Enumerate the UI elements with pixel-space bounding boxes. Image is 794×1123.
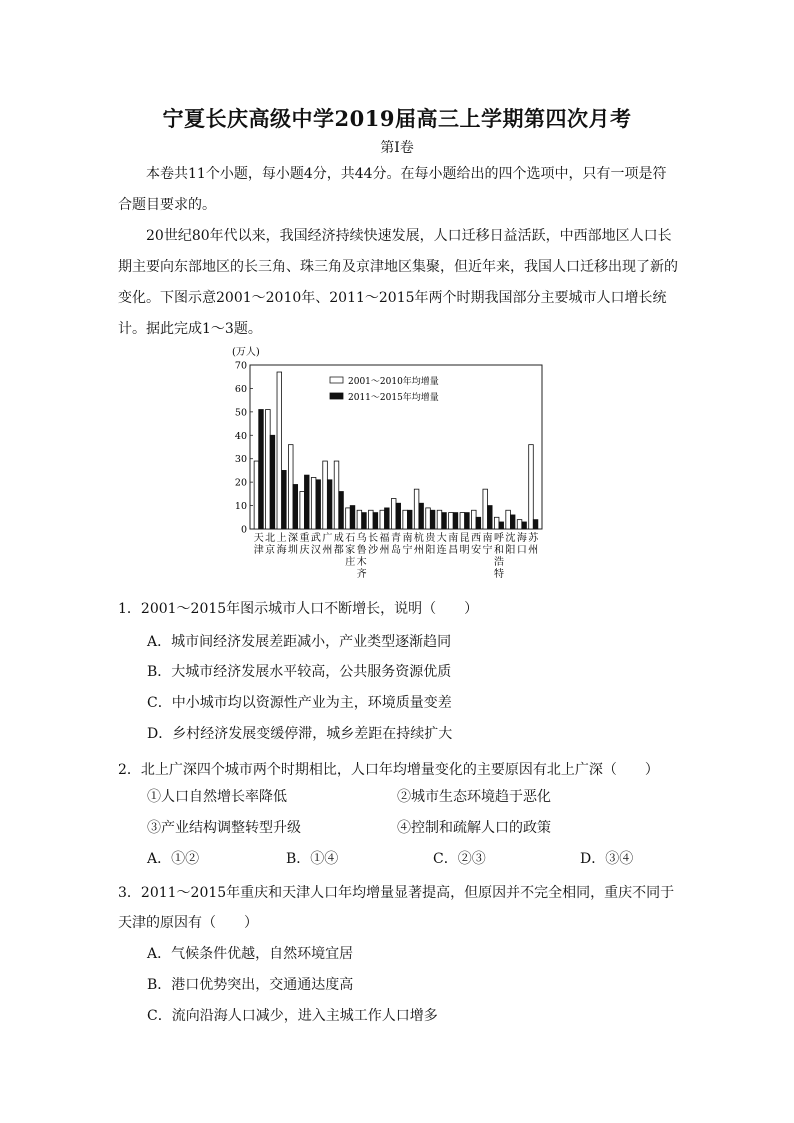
bar-2001-2010 bbox=[517, 520, 522, 529]
bar-2001-2010 bbox=[506, 510, 511, 529]
x-axis-labels bbox=[254, 531, 540, 580]
x-tick-label: 成都 bbox=[333, 533, 344, 556]
x-tick-label: 深圳 bbox=[288, 533, 299, 556]
y-axis-unit-label: (万人) bbox=[232, 347, 260, 358]
bar-2001-2010 bbox=[300, 492, 305, 529]
bar-2011-2015 bbox=[510, 515, 515, 529]
x-tick-label: 乌鲁木齐 bbox=[356, 533, 367, 580]
y-tick-label: 40 bbox=[234, 430, 247, 442]
instructions-paragraph: 本卷共11个小题，每小题4分，共44分。在每小题给出的四个选项中，只有一项是符合题目要求的。 bbox=[118, 166, 667, 213]
x-tick-label: 青岛 bbox=[391, 533, 401, 556]
x-tick-label: 天津 bbox=[253, 533, 264, 556]
q1-option-a: A．城市间经济发展差距减小，产业类型逐渐趋同 bbox=[147, 634, 452, 650]
bar-2001-2010 bbox=[494, 517, 499, 529]
passage-paragraph: 20世纪80年代以来，我国经济持续快速发展，人口迁移日益活跃，中西部地区人口长期主要向东部地区的长三角、珠三角及京津地区集聚，但近年来，我国人口迁移出现了新的变化。下图示意2001～2010年、2011～2015年两个时期我国部分主要城市人口增长统计。据此完成1～3题。 bbox=[118, 228, 678, 337]
q2-statement-3: ③产业结构调整转型升级 bbox=[147, 820, 301, 836]
question-2-stem: 2．北上广深四个城市两个时期相比，人口年均增量变化的主要原因有北上广深（ ） bbox=[118, 762, 659, 778]
bar-2011-2015 bbox=[488, 506, 493, 529]
y-tick-label: 20 bbox=[234, 477, 247, 489]
legend-label-2001-2010: 2001～2010年均增量 bbox=[348, 377, 439, 387]
q2-statement-4: ④控制和疏解人口的政策 bbox=[397, 820, 551, 836]
bar-2001-2010 bbox=[334, 461, 339, 529]
q3-option-b: B．港口优势突出，交通通达度高 bbox=[147, 977, 354, 993]
y-tick-label: 30 bbox=[234, 454, 247, 466]
bar-2001-2010 bbox=[460, 513, 465, 529]
bar-2011-2015 bbox=[407, 510, 412, 529]
x-tick-label: 南昌 bbox=[448, 533, 459, 556]
bar-2011-2015 bbox=[522, 522, 527, 529]
bar-2001-2010 bbox=[323, 461, 328, 529]
x-tick-label: 石家庄 bbox=[345, 533, 356, 568]
bar-2011-2015 bbox=[259, 410, 264, 529]
bar-2001-2010 bbox=[254, 461, 259, 529]
bar-2011-2015 bbox=[270, 435, 275, 529]
bar-2011-2015 bbox=[327, 480, 332, 529]
question-3-stem: 3．2011～2015年重庆和天津人口年均增量显著提高，但原因并不完全相同，重庆不同于天津的原因有（ ） bbox=[118, 885, 675, 931]
bar-2011-2015 bbox=[465, 513, 470, 529]
x-tick-label: 贵阳 bbox=[425, 533, 436, 556]
x-tick-label: 重庆 bbox=[299, 533, 310, 556]
q1-option-b: B．大城市经济发展水平较高，公共服务资源优质 bbox=[147, 664, 452, 680]
bar-2011-2015 bbox=[442, 513, 447, 529]
x-tick-label: 海口 bbox=[516, 533, 527, 556]
y-tick-label: 10 bbox=[234, 501, 247, 513]
bar-2001-2010 bbox=[449, 513, 454, 529]
bar-2011-2015 bbox=[316, 480, 321, 529]
bar-2011-2015 bbox=[430, 510, 435, 529]
x-tick-label: 武汉 bbox=[310, 533, 321, 556]
legend-swatch-2001-2010 bbox=[330, 377, 343, 383]
q1-option-c: C．中小城市均以资源性产业为主，环境质量变差 bbox=[147, 695, 452, 711]
q1-option-d: D．乡村经济发展变缓停滞，城乡差距在持续扩大 bbox=[147, 726, 453, 742]
bar-2001-2010 bbox=[403, 510, 408, 529]
y-tick-label: 60 bbox=[234, 383, 247, 395]
q3-option-c: C．流向沿海人口减少，进入主城工作人口增多 bbox=[147, 1008, 438, 1024]
bar-2001-2010 bbox=[311, 477, 316, 529]
x-tick-label: 福州 bbox=[379, 533, 390, 556]
bar-2011-2015 bbox=[499, 522, 504, 529]
x-tick-label: 大连 bbox=[436, 533, 447, 556]
bar-2001-2010 bbox=[357, 510, 362, 529]
exam-title: 宁夏长庆高级中学2019届高三上学期第四次月考 bbox=[162, 106, 632, 131]
section-subtitle: 第Ⅰ卷 bbox=[380, 140, 414, 156]
bar-2011-2015 bbox=[533, 520, 538, 529]
bar-2011-2015 bbox=[373, 513, 378, 529]
bar-2001-2010 bbox=[288, 445, 293, 529]
bar-2001-2010 bbox=[391, 499, 396, 529]
q2-statement-1: ①人口自然增长率降低 bbox=[147, 789, 287, 805]
chart-legend bbox=[330, 375, 439, 403]
bar-2011-2015 bbox=[396, 503, 401, 529]
bar-2011-2015 bbox=[339, 492, 344, 529]
bar-2011-2015 bbox=[304, 475, 309, 529]
q2-option-b: B．①④ bbox=[286, 851, 339, 867]
q2-option-c: C．②③ bbox=[433, 851, 486, 867]
q2-option-a: A．①② bbox=[147, 851, 200, 867]
population-growth-chart bbox=[228, 340, 548, 585]
bar-2001-2010 bbox=[426, 508, 431, 529]
bar-2001-2010 bbox=[277, 372, 282, 529]
bar-2001-2010 bbox=[380, 510, 385, 529]
bar-2011-2015 bbox=[453, 513, 458, 529]
bar-2001-2010 bbox=[266, 410, 271, 529]
bar-2011-2015 bbox=[293, 484, 298, 529]
bar-2011-2015 bbox=[476, 517, 481, 529]
y-tick-label: 0 bbox=[240, 524, 247, 536]
x-tick-label: 杭州 bbox=[413, 533, 424, 556]
bar-2011-2015 bbox=[385, 508, 390, 529]
legend-label-2011-2015: 2011～2015年均增量 bbox=[348, 393, 439, 403]
y-tick-label: 70 bbox=[234, 360, 247, 372]
x-tick-label: 呼和浩特 bbox=[493, 533, 504, 580]
x-tick-label: 西安 bbox=[471, 533, 482, 556]
x-tick-label: 广州 bbox=[322, 533, 333, 556]
x-tick-label: 苏州 bbox=[528, 533, 539, 556]
x-tick-label: 南宁 bbox=[482, 533, 493, 556]
x-tick-label: 昆明 bbox=[459, 533, 470, 556]
q2-option-d: D．③④ bbox=[580, 851, 634, 867]
question-1-stem: 1．2001～2015年图示城市人口不断增长，说明（ ） bbox=[118, 601, 479, 617]
bar-2011-2015 bbox=[362, 513, 367, 529]
q3-option-a: A．气候条件优越，自然环境宜居 bbox=[147, 946, 354, 962]
x-tick-label: 南宁 bbox=[402, 533, 413, 556]
bar-2001-2010 bbox=[414, 489, 419, 529]
bar-2001-2010 bbox=[472, 510, 477, 529]
bar-2011-2015 bbox=[419, 503, 424, 529]
bar-2001-2010 bbox=[346, 508, 351, 529]
x-tick-label: 长沙 bbox=[368, 533, 379, 556]
bar-2011-2015 bbox=[282, 470, 287, 529]
x-tick-label: 上海 bbox=[276, 533, 287, 556]
q2-statement-2: ②城市生态环境趋于恶化 bbox=[397, 789, 551, 805]
bar-2001-2010 bbox=[369, 510, 374, 529]
x-tick-label: 沈阳 bbox=[505, 533, 516, 556]
legend-swatch-2011-2015 bbox=[330, 393, 343, 399]
x-tick-label: 北京 bbox=[265, 533, 276, 556]
bar-2011-2015 bbox=[350, 506, 355, 529]
bar-2001-2010 bbox=[529, 445, 534, 529]
y-tick-label: 50 bbox=[234, 407, 247, 419]
bar-2001-2010 bbox=[437, 510, 442, 529]
bar-2001-2010 bbox=[483, 489, 488, 529]
